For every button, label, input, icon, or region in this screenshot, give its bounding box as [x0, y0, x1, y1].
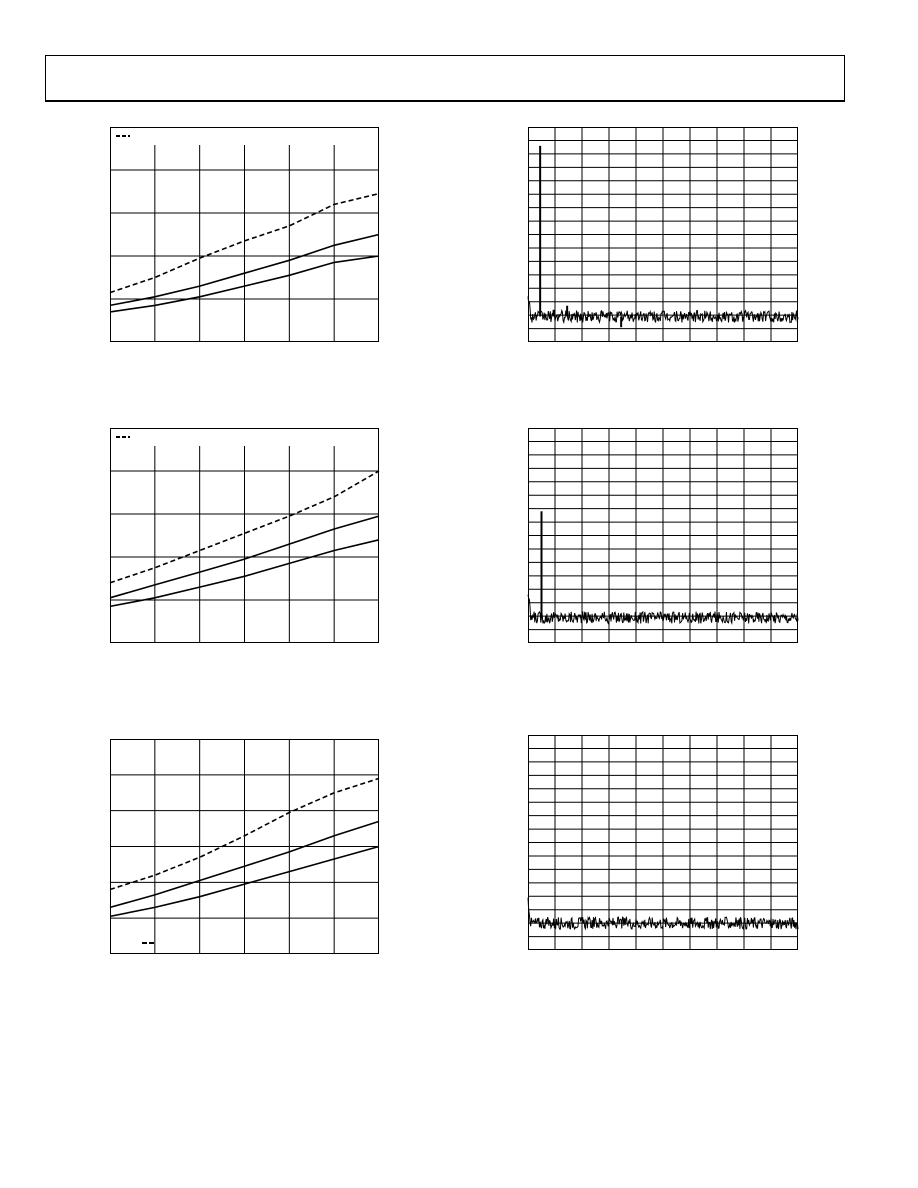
- spectrum-plot-3: [528, 735, 798, 950]
- line-chart-2: [110, 428, 379, 643]
- spectrum-plot-2: [528, 428, 798, 643]
- page-header-box: [45, 55, 845, 102]
- line-chart-3: [110, 739, 379, 954]
- line-chart-3-svg: [110, 739, 379, 954]
- spectrum-plot-2-svg: [528, 428, 798, 643]
- spectrum-plot-1-svg: [528, 127, 798, 342]
- line-chart-1-svg: [110, 127, 379, 342]
- line-chart-2-svg: [110, 428, 379, 643]
- spectrum-plot-1: [528, 127, 798, 342]
- spectrum-plot-3-svg: [528, 735, 798, 950]
- line-chart-1: [110, 127, 379, 342]
